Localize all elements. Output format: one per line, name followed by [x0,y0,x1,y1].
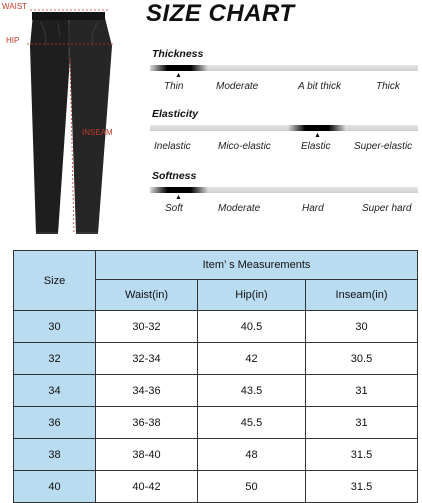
scale-title: Elasticity [152,108,199,120]
elasticity-scale [150,108,420,158]
table-row [14,375,418,407]
pants-drawing [0,0,140,238]
size-cell: 38 [14,439,96,471]
table-row [14,311,418,343]
waist-cell: 32-34 [96,343,198,375]
pointer-icon: ▲ [175,194,182,201]
softness-scale [150,170,420,220]
table-row [14,407,418,439]
inseam-label: INSEAM [82,128,113,137]
pointer-icon: ▲ [175,72,182,79]
waist-label: WAIST [2,2,28,11]
measurements-header: Item’ s Measurements [96,251,418,280]
scale-bar [150,125,418,131]
inseam-cell: 31 [306,375,418,407]
column-header-hip: Hip(in) [198,280,306,311]
column-header-inseam: Inseam(in) [306,280,418,311]
hip-cell: 42 [198,343,306,375]
size-cell: 36 [14,407,96,439]
inseam-cell: 31.5 [306,471,418,503]
hip-cell: 50 [198,471,306,503]
table-row [14,343,418,375]
inseam-cell: 30.5 [306,343,418,375]
size-measurement-table [13,250,418,503]
scale-option: Mico-elastic [218,141,271,152]
scale-option: Hard [302,203,324,214]
table-row [14,439,418,471]
scale-option: Super hard [362,203,412,214]
size-header: Size [14,251,96,311]
waist-cell: 34-36 [96,375,198,407]
pants-illustration [0,0,140,238]
page-title: SIZE CHART [146,0,295,27]
waist-cell: 30-32 [96,311,198,343]
scale-option: Thin [164,81,184,92]
column-header-waist: Waist(in) [96,280,198,311]
scale-title: Thickness [152,48,204,60]
hip-cell: 40.5 [198,311,306,343]
size-cell: 34 [14,375,96,407]
pointer-icon: ▲ [314,132,321,139]
size-cell: 30 [14,311,96,343]
scale-option: Super-elastic [354,141,413,152]
hip-label: HIP [6,36,20,45]
scale-option: Moderate [218,203,261,214]
size-cell: 40 [14,471,96,503]
waist-cell: 36-38 [96,407,198,439]
waist-cell: 38-40 [96,439,198,471]
hip-cell: 48 [198,439,306,471]
size-cell: 32 [14,343,96,375]
inseam-cell: 30 [306,311,418,343]
scale-option: Inelastic [154,141,191,152]
scale-option: Thick [376,81,400,92]
scale-selected-mark [288,125,346,131]
scale-selected-mark [150,187,208,193]
hip-cell: 43.5 [198,375,306,407]
waist-cell: 40-42 [96,471,198,503]
scale-option: Moderate [216,81,259,92]
hip-cell: 45.5 [198,407,306,439]
scale-option: Soft [165,203,183,214]
scale-title: Softness [152,170,197,182]
thickness-scale [150,48,420,98]
table-row [14,471,418,503]
scale-option: Elastic [301,141,331,152]
scale-selected-mark [150,65,208,71]
scale-option: A bit thick [298,81,341,92]
inseam-cell: 31.5 [306,439,418,471]
inseam-cell: 31 [306,407,418,439]
